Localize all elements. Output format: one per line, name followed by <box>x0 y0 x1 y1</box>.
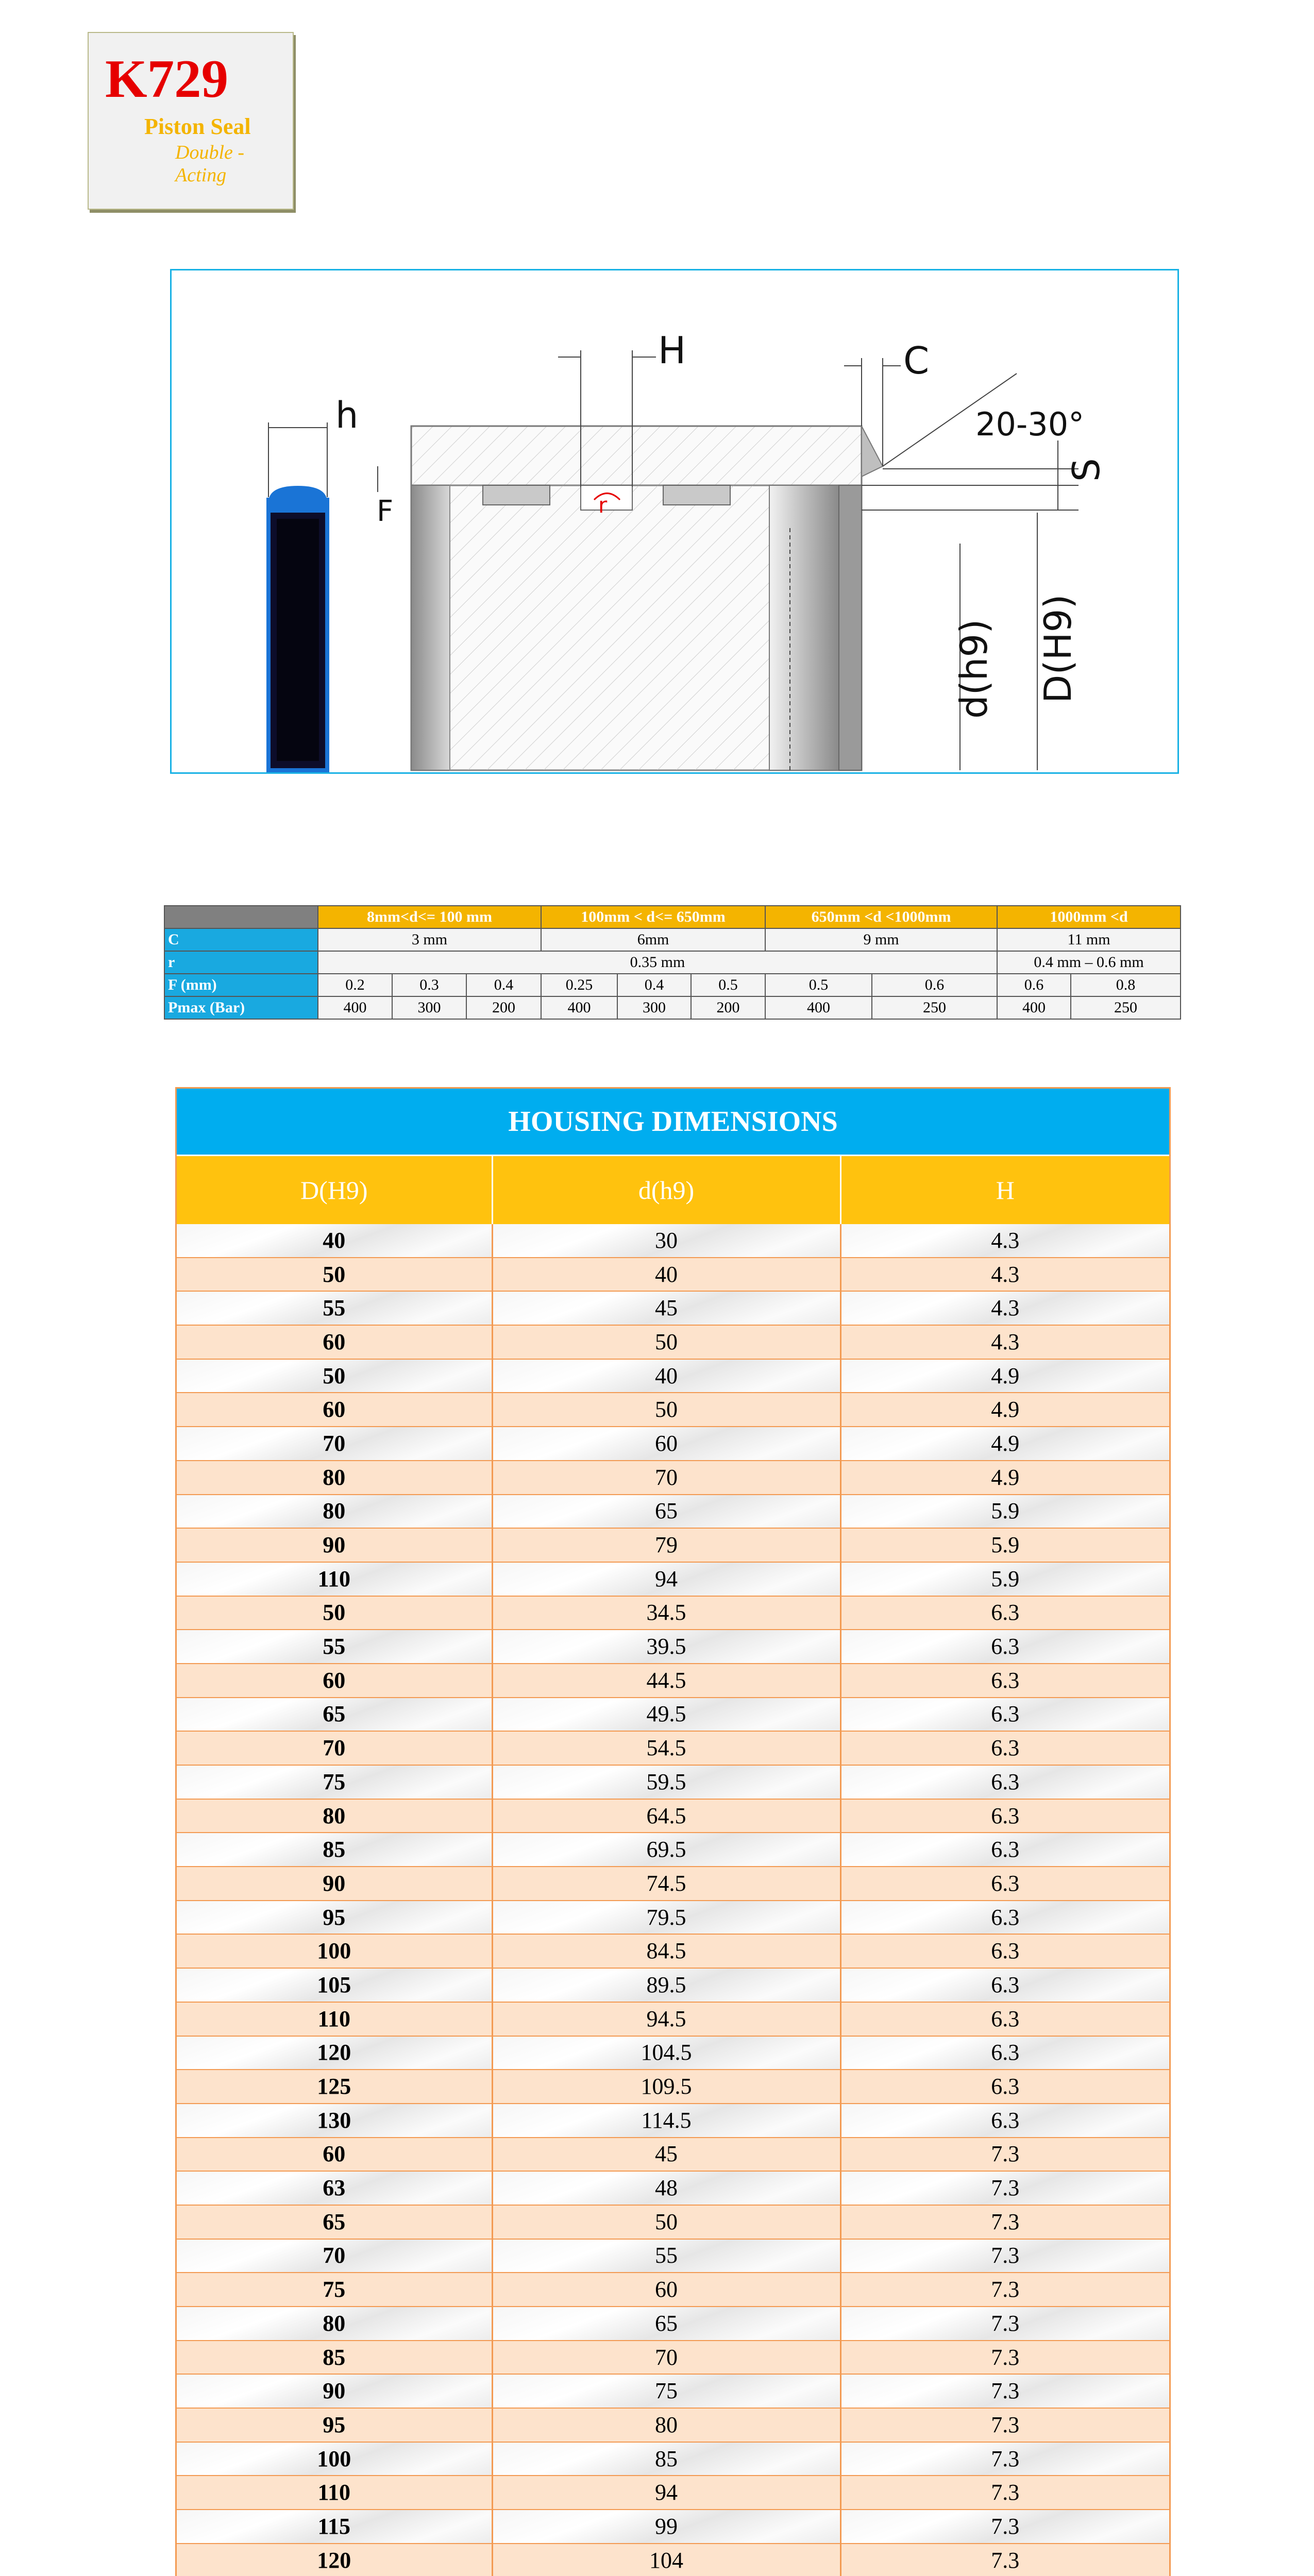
spec-f-value: 0.6 <box>997 974 1071 996</box>
cell-d-h9: 60 <box>492 2273 840 2307</box>
spec-pmax-value: 300 <box>617 996 691 1019</box>
product-title-card <box>88 32 294 210</box>
table-row <box>177 1799 1169 1833</box>
cell-d-h9: 30 <box>492 1224 840 1258</box>
spec-pmax-value: 300 <box>392 996 466 1019</box>
table-row <box>177 2442 1169 2476</box>
cell-H: 4.3 <box>840 1224 1169 1258</box>
cell-d-h9: 55 <box>492 2239 840 2273</box>
cell-D-H9: 110 <box>177 2002 492 2036</box>
spec-r-value: 0.4 mm – 0.6 mm <box>997 951 1181 974</box>
label-r: r <box>598 493 608 518</box>
label-s: S <box>1065 458 1108 482</box>
spec-pmax-value: 250 <box>872 996 997 1019</box>
cell-D-H9: 60 <box>177 1664 492 1698</box>
spec-header-range-1: 8mm<d<= 100 mm <box>318 906 541 928</box>
product-name: Piston Seal <box>144 114 251 139</box>
cell-H: 7.3 <box>840 2442 1169 2476</box>
spec-r-value: 0.35 mm <box>318 951 997 974</box>
cell-D-H9: 70 <box>177 2239 492 2273</box>
cell-D-H9: 105 <box>177 1968 492 2002</box>
cell-H: 6.3 <box>840 2104 1169 2138</box>
spec-pmax-value: 250 <box>1071 996 1181 1019</box>
spec-pmax-value: 400 <box>997 996 1071 1019</box>
cell-H: 6.3 <box>840 1934 1169 1968</box>
cell-H: 6.3 <box>840 1968 1169 2002</box>
spec-c-value: 3 mm <box>318 928 541 951</box>
label-groove-width: H <box>658 329 686 372</box>
cell-D-H9: 55 <box>177 1630 492 1664</box>
table-row <box>177 1461 1169 1495</box>
table-row <box>177 1698 1169 1732</box>
spec-c-value: 11 mm <box>997 928 1181 951</box>
cell-D-H9: 75 <box>177 2273 492 2307</box>
cell-H: 7.3 <box>840 2341 1169 2375</box>
cell-d-h9: 34.5 <box>492 1596 840 1630</box>
cell-H: 7.3 <box>840 2171 1169 2205</box>
cell-H: 7.3 <box>840 2239 1169 2273</box>
cell-H: 4.9 <box>840 1393 1169 1427</box>
label-h: h <box>335 394 359 436</box>
cell-H: 6.3 <box>840 1833 1169 1867</box>
label-f: F <box>377 495 394 528</box>
table-row <box>177 2341 1169 2375</box>
cell-D-H9: 80 <box>177 1799 492 1833</box>
table-row <box>177 2273 1169 2307</box>
table-row <box>177 2205 1169 2239</box>
cell-D-H9: 100 <box>177 2442 492 2476</box>
cell-H: 5.9 <box>840 1562 1169 1596</box>
spec-pmax-value: 200 <box>691 996 765 1019</box>
cell-H: 7.3 <box>840 2205 1169 2239</box>
table-row <box>177 2104 1169 2138</box>
cell-d-h9: 45 <box>492 1291 840 1325</box>
cell-D-H9: 80 <box>177 1461 492 1495</box>
spec-label-f: F (mm) <box>164 974 318 996</box>
spec-pmax-value: 400 <box>541 996 617 1019</box>
spec-c-value: 9 mm <box>765 928 997 951</box>
label-chamfer: C <box>903 339 930 382</box>
cell-d-h9: 94 <box>492 1562 840 1596</box>
cell-H: 4.9 <box>840 1359 1169 1393</box>
cell-d-h9: 49.5 <box>492 1698 840 1732</box>
cell-H: 7.3 <box>840 2544 1169 2576</box>
cell-d-h9: 50 <box>492 1393 840 1427</box>
cell-D-H9: 55 <box>177 1291 492 1325</box>
housing-dimensions-panel <box>175 1087 1171 2576</box>
cell-H: 6.3 <box>840 1731 1169 1765</box>
table-row <box>177 2307 1169 2341</box>
cell-D-H9: 120 <box>177 2544 492 2576</box>
cell-H: 7.3 <box>840 2408 1169 2442</box>
cell-d-h9: 114.5 <box>492 2104 840 2138</box>
table-row <box>177 2171 1169 2205</box>
cell-H: 5.9 <box>840 1495 1169 1529</box>
cell-D-H9: 40 <box>177 1224 492 1258</box>
cell-d-h9: 40 <box>492 1258 840 1292</box>
cell-H: 4.9 <box>840 1427 1169 1461</box>
cell-d-h9: 104 <box>492 2544 840 2576</box>
spec-f-value: 0.2 <box>318 974 392 996</box>
cell-d-h9: 70 <box>492 2341 840 2375</box>
cell-D-H9: 50 <box>177 1596 492 1630</box>
cell-D-H9: 50 <box>177 1258 492 1292</box>
cell-H: 6.3 <box>840 1799 1169 1833</box>
cell-D-H9: 85 <box>177 2341 492 2375</box>
table-row <box>177 1731 1169 1765</box>
cell-d-h9: 89.5 <box>492 1968 840 2002</box>
cell-d-h9: 94.5 <box>492 2002 840 2036</box>
table-row <box>177 1291 1169 1325</box>
cell-D-H9: 60 <box>177 1393 492 1427</box>
cell-d-h9: 84.5 <box>492 1934 840 1968</box>
cell-H: 6.3 <box>840 1765 1169 1799</box>
table-row <box>177 2510 1169 2544</box>
table-row <box>177 1901 1169 1935</box>
table-row <box>177 1393 1169 1427</box>
table-row <box>177 1258 1169 1292</box>
cell-D-H9: 80 <box>177 1495 492 1529</box>
cell-H: 7.3 <box>840 2138 1169 2172</box>
cell-D-H9: 95 <box>177 2408 492 2442</box>
housing-table <box>177 1155 1169 2576</box>
cell-d-h9: 48 <box>492 2171 840 2205</box>
table-row <box>177 1664 1169 1698</box>
cell-d-h9: 60 <box>492 1427 840 1461</box>
table-row <box>177 1325 1169 1359</box>
table-row <box>177 1562 1169 1596</box>
cell-d-h9: 70 <box>492 1461 840 1495</box>
spec-pmax-value: 200 <box>466 996 541 1019</box>
cell-H: 6.3 <box>840 1596 1169 1630</box>
spec-header-range-3: 650mm <d <1000mm <box>765 906 997 928</box>
cell-d-h9: 50 <box>492 1325 840 1359</box>
cell-d-h9: 54.5 <box>492 1731 840 1765</box>
cell-d-h9: 40 <box>492 1359 840 1393</box>
table-row <box>177 2374 1169 2408</box>
cell-D-H9: 65 <box>177 1698 492 1732</box>
table-row <box>177 1833 1169 1867</box>
cell-d-h9: 65 <box>492 1495 840 1529</box>
spec-header-range-4: 1000mm <d <box>997 906 1181 928</box>
table-row <box>177 1596 1169 1630</box>
spec-f-value: 0.8 <box>1071 974 1181 996</box>
cell-D-H9: 70 <box>177 1427 492 1461</box>
cell-d-h9: 65 <box>492 2307 840 2341</box>
cell-H: 4.9 <box>840 1461 1169 1495</box>
cell-H: 6.3 <box>840 1630 1169 1664</box>
cell-D-H9: 80 <box>177 2307 492 2341</box>
label-D-H9: D(H9) <box>1036 594 1080 703</box>
table-row <box>177 1867 1169 1901</box>
cell-d-h9: 45 <box>492 2138 840 2172</box>
table-row <box>177 1968 1169 2002</box>
product-subtitle: Double - Acting <box>175 142 245 186</box>
spec-f-value: 0.6 <box>872 974 997 996</box>
cell-D-H9: 90 <box>177 1528 492 1562</box>
spec-c-value: 6mm <box>541 928 765 951</box>
cell-d-h9: 85 <box>492 2442 840 2476</box>
cell-d-h9: 79.5 <box>492 1901 840 1935</box>
cell-D-H9: 95 <box>177 1901 492 1935</box>
cell-H: 7.3 <box>840 2273 1169 2307</box>
spec-f-value: 0.5 <box>765 974 872 996</box>
col-header-H: H <box>840 1156 1169 1225</box>
cell-D-H9: 110 <box>177 2476 492 2510</box>
cell-H: 7.3 <box>840 2374 1169 2408</box>
cell-H: 7.3 <box>840 2307 1169 2341</box>
label-angle: 20-30° <box>975 405 1085 443</box>
spec-pmax-value: 400 <box>765 996 872 1019</box>
spec-header-corner <box>164 906 318 928</box>
cell-d-h9: 50 <box>492 2205 840 2239</box>
spec-f-value: 0.5 <box>691 974 765 996</box>
cell-H: 6.3 <box>840 2036 1169 2070</box>
cell-D-H9: 100 <box>177 1934 492 1968</box>
label-d-h9: d(h9) <box>952 619 996 719</box>
cell-D-H9: 85 <box>177 1833 492 1867</box>
table-row <box>177 2239 1169 2273</box>
spec-table <box>164 905 1181 1020</box>
cell-D-H9: 65 <box>177 2205 492 2239</box>
table-row <box>177 1359 1169 1393</box>
cell-d-h9: 44.5 <box>492 1664 840 1698</box>
cell-H: 6.3 <box>840 1698 1169 1732</box>
cell-H: 7.3 <box>840 2476 1169 2510</box>
table-row <box>177 1765 1169 1799</box>
spec-f-value: 0.3 <box>392 974 466 996</box>
cell-H: 6.3 <box>840 1664 1169 1698</box>
cell-d-h9: 80 <box>492 2408 840 2442</box>
cell-H: 6.3 <box>840 1901 1169 1935</box>
spec-f-value: 0.4 <box>466 974 541 996</box>
col-header-d-h9: d(h9) <box>492 1156 840 1225</box>
cell-H: 6.3 <box>840 1867 1169 1901</box>
cell-H: 6.3 <box>840 2070 1169 2104</box>
cell-d-h9: 75 <box>492 2374 840 2408</box>
cell-d-h9: 39.5 <box>492 1630 840 1664</box>
housing-title: HOUSING DIMENSIONS <box>177 1089 1169 1155</box>
cell-d-h9: 74.5 <box>492 1867 840 1901</box>
cell-d-h9: 69.5 <box>492 1833 840 1867</box>
cell-D-H9: 50 <box>177 1359 492 1393</box>
table-row <box>177 1224 1169 1258</box>
spec-f-value: 0.25 <box>541 974 617 996</box>
cell-D-H9: 90 <box>177 1867 492 1901</box>
cell-D-H9: 75 <box>177 1765 492 1799</box>
cell-H: 4.3 <box>840 1291 1169 1325</box>
table-row <box>177 2002 1169 2036</box>
table-row <box>177 2070 1169 2104</box>
table-row <box>177 2476 1169 2510</box>
cell-d-h9: 109.5 <box>492 2070 840 2104</box>
cell-H: 5.9 <box>840 1528 1169 1562</box>
cell-D-H9: 90 <box>177 2374 492 2408</box>
seal-profile <box>268 486 327 770</box>
spec-f-value: 0.4 <box>617 974 691 996</box>
cell-D-H9: 120 <box>177 2036 492 2070</box>
spec-label-r: r <box>164 951 318 974</box>
cell-D-H9: 60 <box>177 1325 492 1359</box>
cell-D-H9: 130 <box>177 2104 492 2138</box>
spec-header-range-2: 100mm < d<= 650mm <box>541 906 765 928</box>
table-row <box>177 1427 1169 1461</box>
product-code: K729 <box>105 48 229 109</box>
table-row <box>177 1630 1169 1664</box>
cell-d-h9: 64.5 <box>492 1799 840 1833</box>
cell-D-H9: 63 <box>177 2171 492 2205</box>
table-row <box>177 1495 1169 1529</box>
table-row <box>177 2408 1169 2442</box>
table-row <box>177 2138 1169 2172</box>
table-row <box>177 2544 1169 2576</box>
spec-label-c: C <box>164 928 318 951</box>
spec-pmax-value: 400 <box>318 996 392 1019</box>
table-row <box>177 2036 1169 2070</box>
cell-H: 6.3 <box>840 2002 1169 2036</box>
cell-D-H9: 115 <box>177 2510 492 2544</box>
cell-d-h9: 79 <box>492 1528 840 1562</box>
cell-D-H9: 70 <box>177 1731 492 1765</box>
cell-H: 4.3 <box>840 1258 1169 1292</box>
spec-label-pmax: Pmax (Bar) <box>164 996 318 1019</box>
col-header-D-H9: D(H9) <box>177 1156 492 1225</box>
cell-D-H9: 125 <box>177 2070 492 2104</box>
cell-D-H9: 110 <box>177 1562 492 1596</box>
seal-diagram <box>170 269 1179 774</box>
cell-D-H9: 60 <box>177 2138 492 2172</box>
cell-H: 4.3 <box>840 1325 1169 1359</box>
housing-section <box>411 426 883 770</box>
table-row <box>177 1528 1169 1562</box>
table-row <box>177 1934 1169 1968</box>
cell-d-h9: 94 <box>492 2476 840 2510</box>
cell-d-h9: 104.5 <box>492 2036 840 2070</box>
cell-d-h9: 99 <box>492 2510 840 2544</box>
cell-d-h9: 59.5 <box>492 1765 840 1799</box>
cell-H: 7.3 <box>840 2510 1169 2544</box>
